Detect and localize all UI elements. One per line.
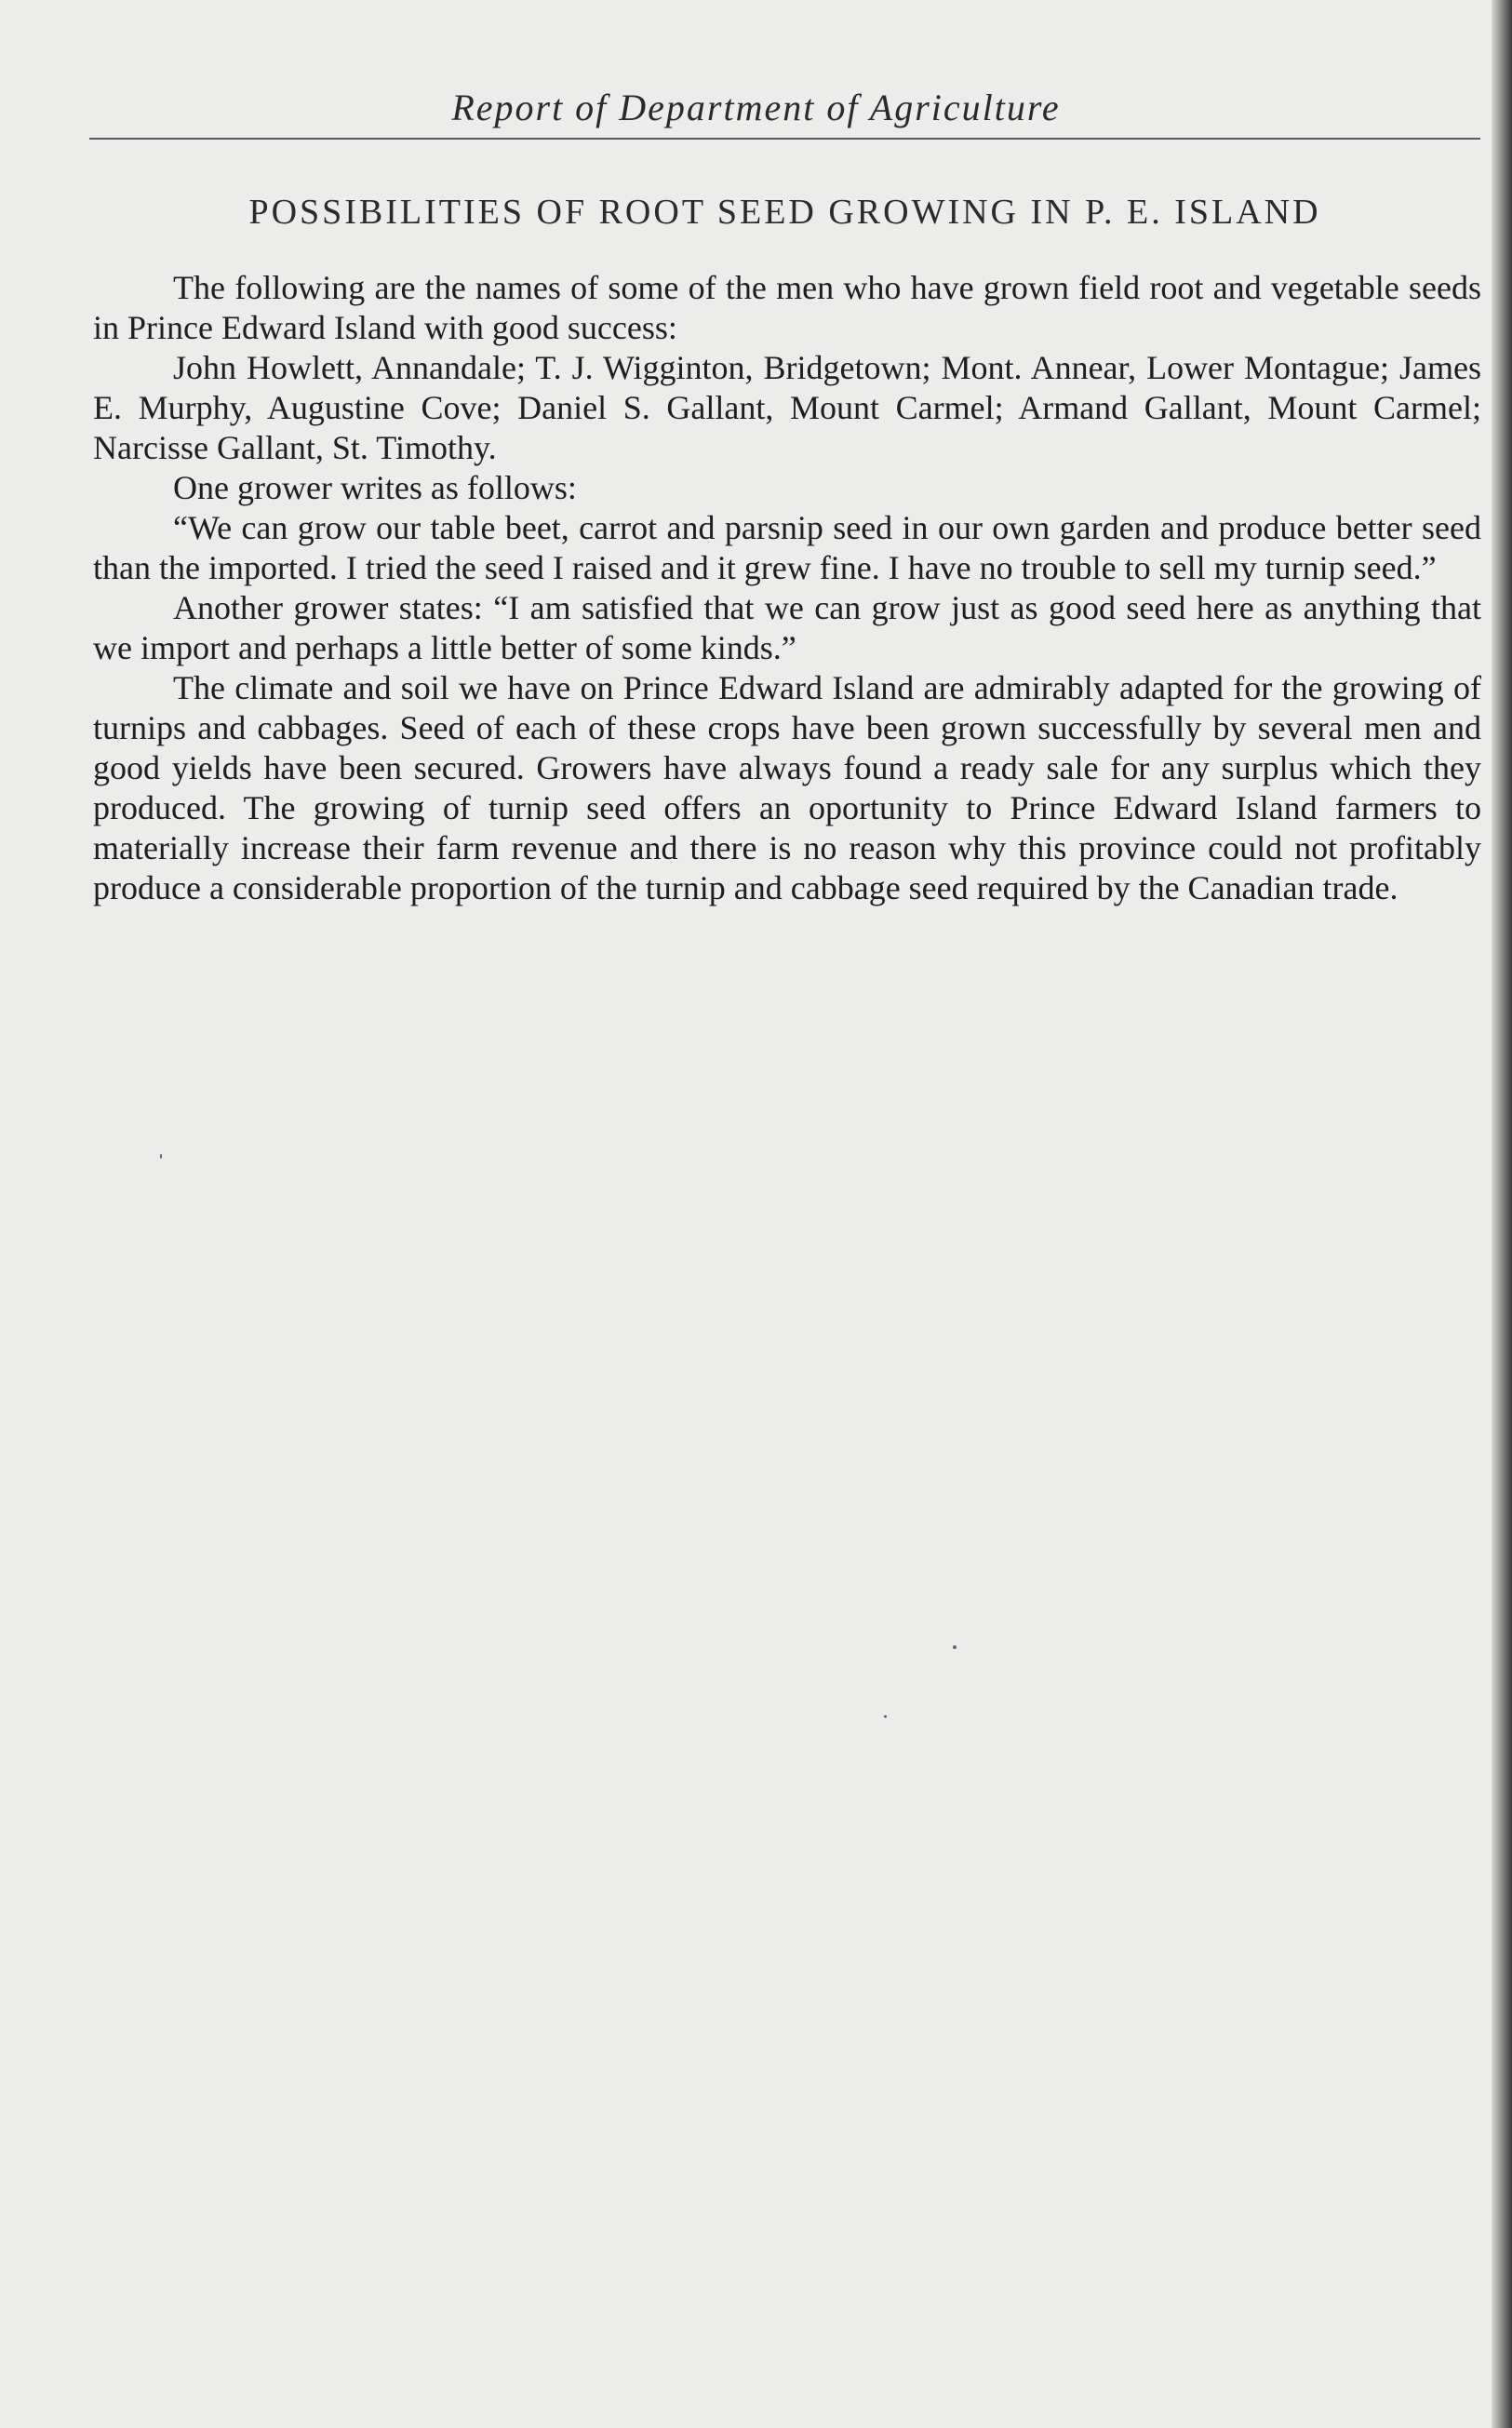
article-title: POSSIBILITIES OF ROOT SEED GROWING IN P. E. ISLAND <box>248 193 1321 232</box>
paragraph: One grower writes as follows: <box>173 469 577 506</box>
paper-speck <box>884 1715 887 1718</box>
running-head: Report of Department of Agriculture <box>451 87 1061 128</box>
article-body <box>93 268 1481 908</box>
paper-speck <box>953 1645 957 1649</box>
page-edge-shadow <box>1492 0 1512 2428</box>
paragraph: John Howlett, Annandale; T. J. Wigginton, Bridgetown; Mont. Annear, Lower Montague; James E. Murphy, Augustine Cove; Daniel S. Gallant, Mount Carmel; Armand Gallant, Mount Carmel; Narcisse Gallant, St. Timothy. <box>93 349 1481 466</box>
paragraph: The climate and soil we have on Prince Edward Island are admirably adapted for the growing of turnips and cabbages. Seed of each of these crops have been grown successfully by several men and good yields have been secured. Growers have always found a ready sale for any surplus which they produced. The growing of turnip seed offers an oportunity to Prince Edward Island farmers to materially increase their farm revenue and there is no reason why this province could not profitably produce a considerable proportion of the turnip and cabbage seed required by the Canadian trade. <box>93 669 1481 906</box>
paper-speck <box>160 1154 162 1159</box>
paragraph: “We can grow our table beet, carrot and parsnip seed in our own garden and produce better seed than the imported. I tried the seed I raised and it grew fine. I have no trouble to sell my turnip seed.” <box>93 509 1481 586</box>
paragraph: Another grower states: “I am satisfied that we can grow just as good seed here as anything that we import and perhaps a little better of some kinds.” <box>93 589 1481 666</box>
header-rule <box>89 138 1480 140</box>
paragraph: The following are the names of some of the men who have grown field root and vegetable seeds in Prince Edward Island with good success: <box>93 269 1481 346</box>
